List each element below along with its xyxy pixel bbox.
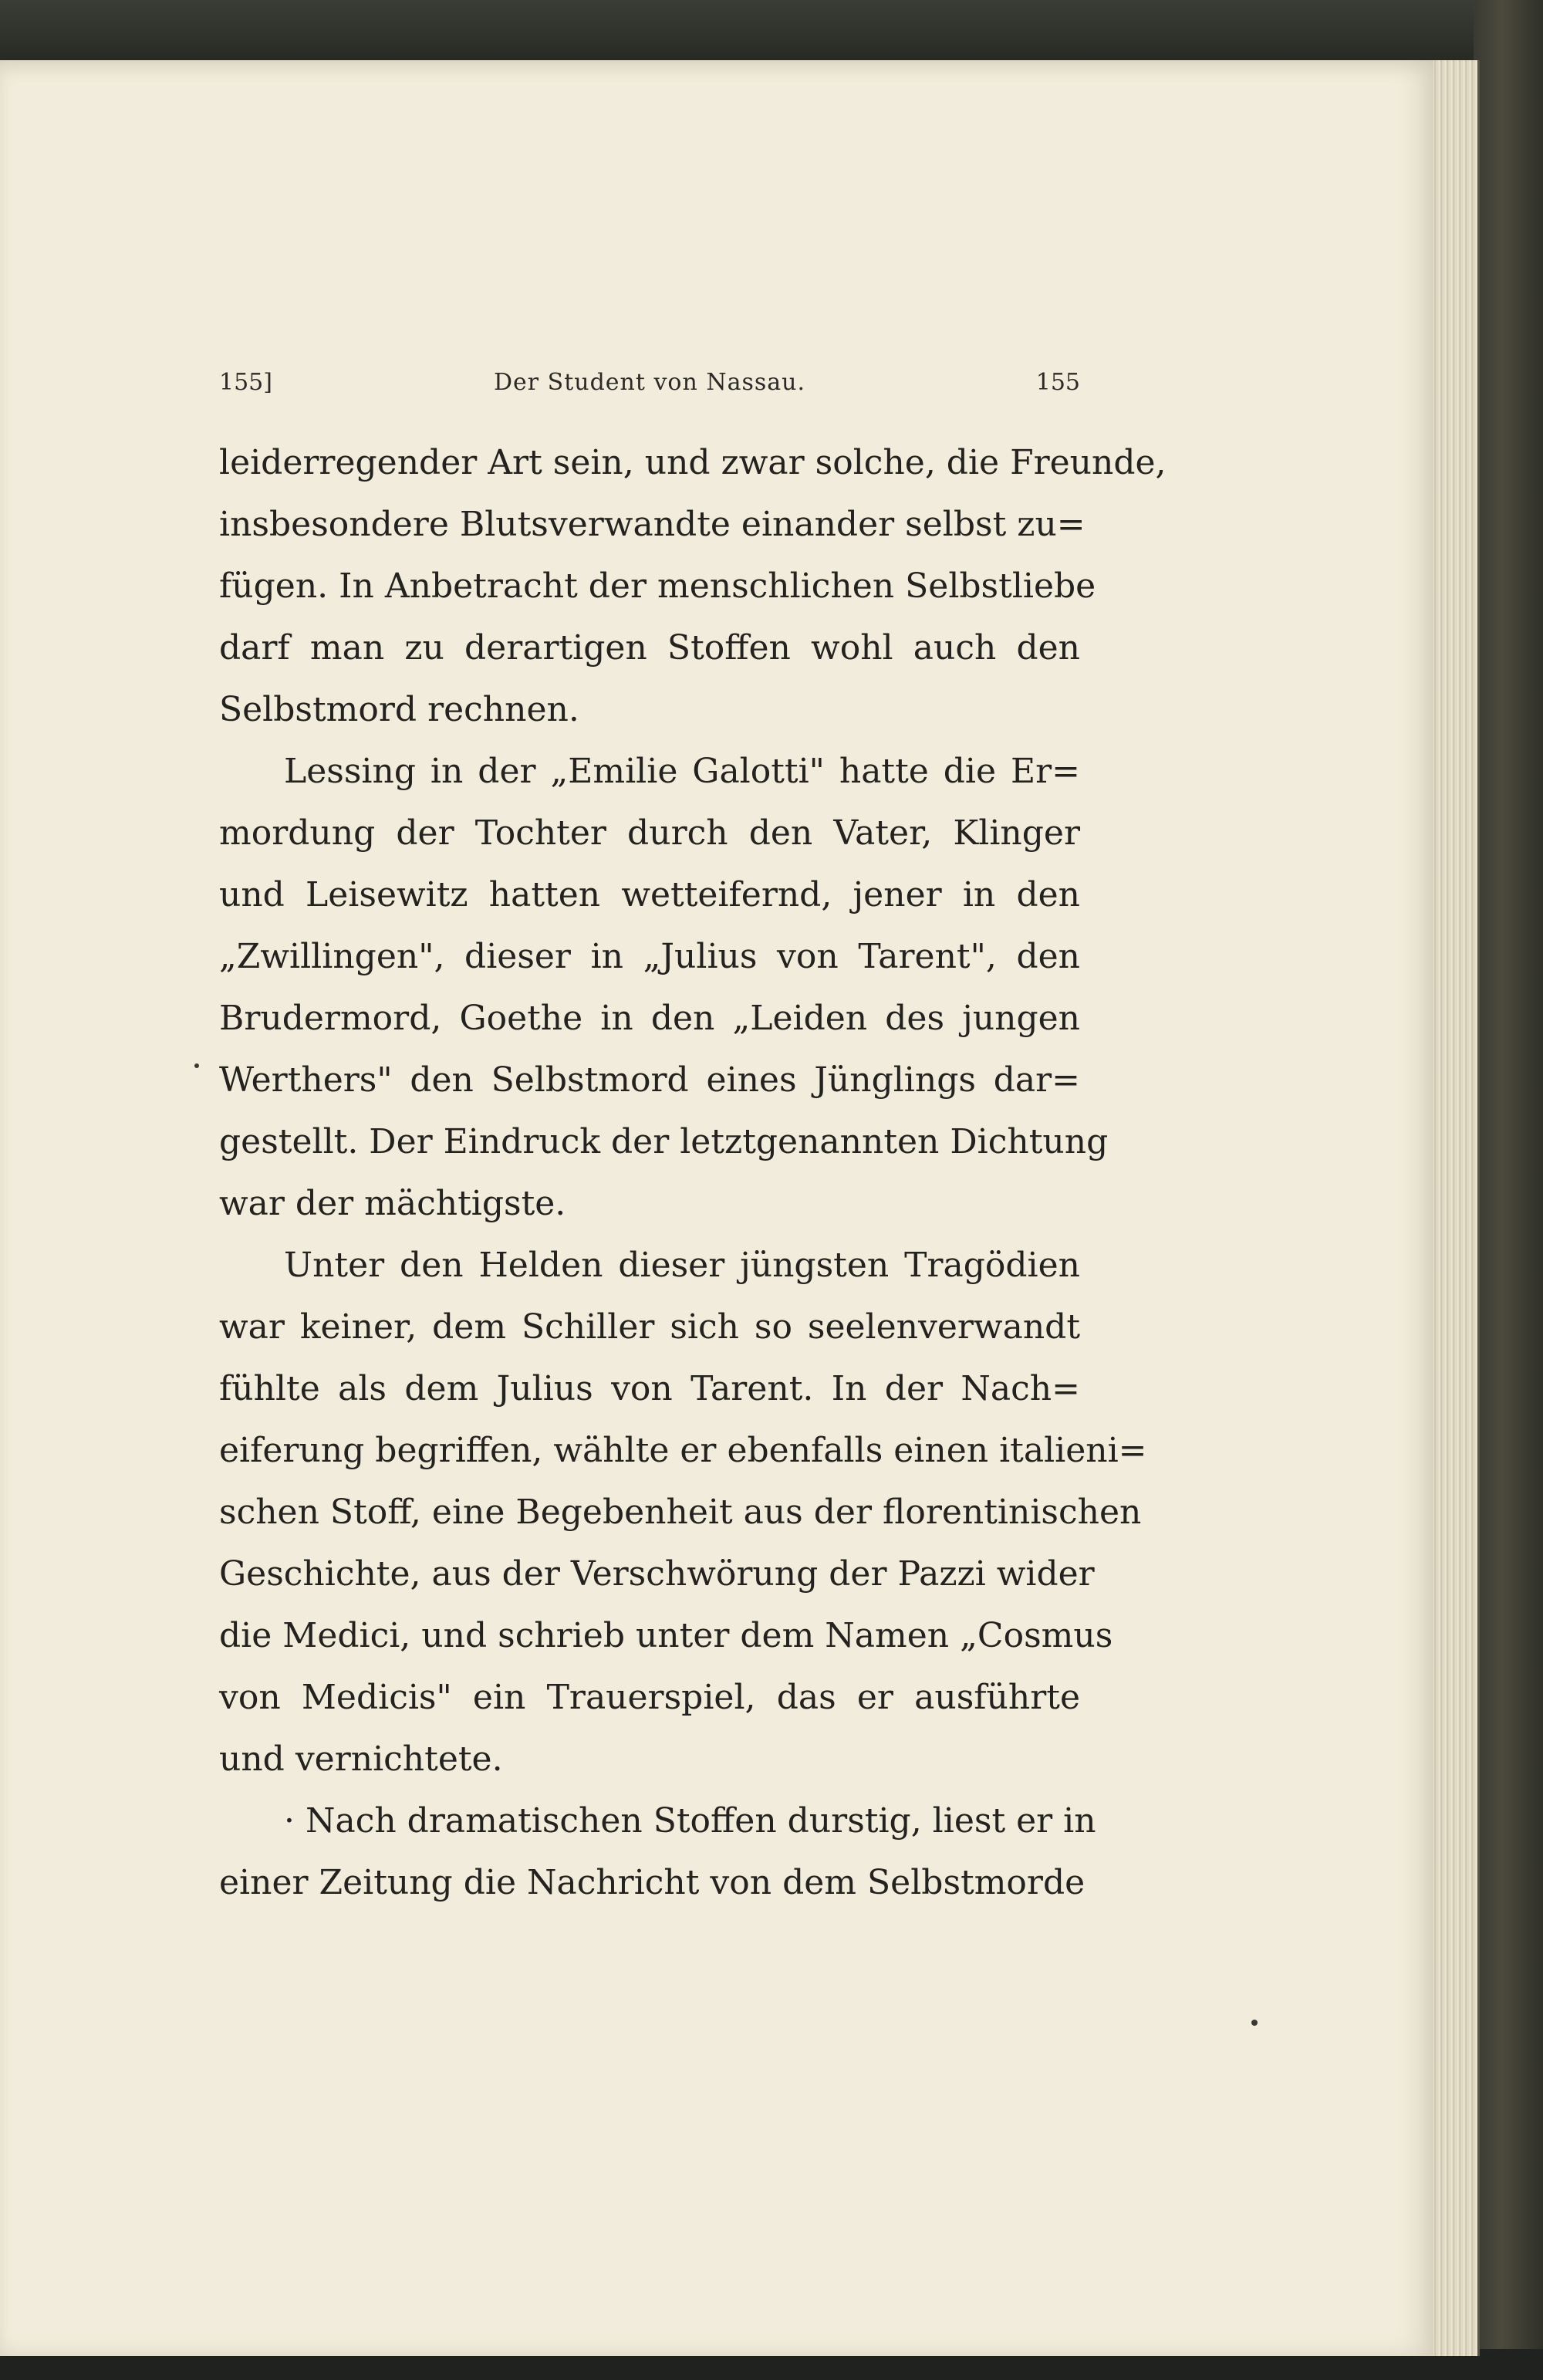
book-cover-right <box>1474 0 1543 2380</box>
text-line: gestellt. Der Eindruck der letztgenannten Dichtung <box>219 1122 1109 1161</box>
paragraph <box>219 432 1167 741</box>
page-number-left: 155] <box>219 369 272 396</box>
text-line: Geschichte, aus der Verschwörung der Pazzi wider <box>219 1554 1095 1594</box>
text-line: die Medici, und schrieb unter dem Namen „Cosmus <box>219 1616 1113 1655</box>
text-line: fühlte als dem Julius von Tarent. In der Nach= <box>219 1369 1080 1408</box>
body-text <box>219 432 1167 1914</box>
text-line: eiferung begriffen, wählte er ebenfalls einen italieni= <box>219 1431 1147 1470</box>
text-line: einer Zeitung die Nachricht von dem Selbstmorde <box>219 1863 1086 1902</box>
book-cover-top <box>0 0 1543 69</box>
text-line: „Zwillingen", dieser in „Julius von Tarent", den <box>219 937 1080 976</box>
text-line: darf man zu derartigen Stoffen wohl auch den <box>219 628 1080 668</box>
text-line: Lessing in der „Emilie Galotti" hatte die Er= <box>284 752 1080 791</box>
text-line: Werthers" den Selbstmord eines Jünglings dar= <box>219 1060 1080 1100</box>
running-header <box>219 369 1080 403</box>
text-line: von Medicis" ein Trauerspiel, das er ausführte <box>219 1678 1080 1717</box>
text-line: fügen. In Anbetracht der menschlichen Selbstliebe <box>219 566 1096 606</box>
text-line: mordung der Tochter durch den Vater, Klinger <box>219 813 1080 853</box>
text-line: und Leisewitz hatten wetteifernd, jener in den <box>219 875 1080 914</box>
page-number-right: 155 <box>1035 369 1080 396</box>
text-line: war keiner, dem Schiller sich so seelenverwandt <box>219 1307 1080 1347</box>
text-line: Brudermord, Goethe in den „Leiden des jungen <box>219 999 1080 1038</box>
text-line: war der mächtigste. <box>219 1184 566 1223</box>
text-line: · Nach dramatischen Stoffen durstig, liest er in <box>284 1801 1096 1841</box>
ink-speck <box>1251 2020 1258 2026</box>
text-line: Selbstmord rechnen. <box>219 690 579 729</box>
text-line: insbesondere Blutsverwandte einander selbst zu= <box>219 505 1086 544</box>
paragraph <box>219 1790 1096 1914</box>
text-line: Unter den Helden dieser jüngsten Tragödien <box>284 1246 1080 1285</box>
text-line: und vernichtete. <box>219 1739 503 1779</box>
page-edges <box>1431 60 1480 2356</box>
ink-speck <box>194 1063 199 1068</box>
paragraph <box>219 1235 1147 1790</box>
text-line: schen Stoff, eine Begebenheit aus der florentinischen <box>219 1493 1142 1532</box>
paragraph <box>219 741 1109 1235</box>
running-title: Der Student von Nassau. <box>493 369 806 396</box>
text-line: leiderregender Art sein, und zwar solche, die Freunde, <box>219 443 1167 482</box>
